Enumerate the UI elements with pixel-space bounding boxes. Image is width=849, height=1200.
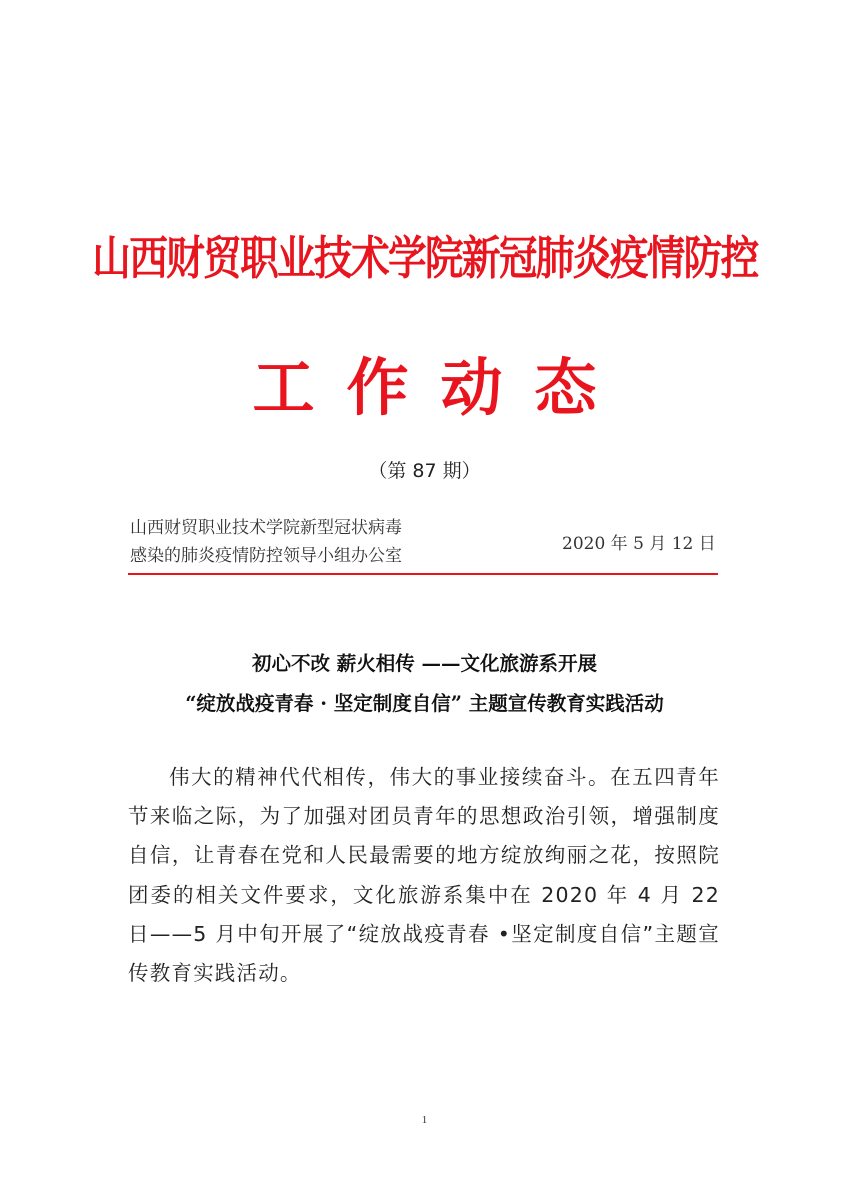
masthead-title: 山西财贸职业技术学院新冠肺炎疫情防控 — [92, 231, 758, 285]
article-title-line-2: “绽放战疫青春 · 坚定制度自信” 主题宣传教育实践活动 — [185, 692, 664, 715]
masthead-subtitle: 工作动态 — [252, 351, 629, 424]
article-title-line-1: 初心不改 薪火相传 ——文化旅游系开展 — [251, 652, 598, 675]
page-number: 1 — [421, 1114, 428, 1126]
article-paragraph: 伟大的精神代代相传，伟大的事业接续奋斗。在五四青年节来临之际，为了加强对团员青年的思想政治引领，增强制度自信，让青春在党和人民最需要的地方绽放绚丽之花，按照院团委的相关文件要求，文化旅游系集中在 2020 年 4 月 22 日——5 月中旬开展了“绽放战疫青春 •坚定制度自信”主题宣传教育实践活动。 — [128, 765, 720, 986]
issuer-line-1: 山西财贸职业技术学院新型冠状病毒 — [130, 518, 402, 538]
issuer-block — [130, 514, 490, 570]
article-title — [0, 644, 849, 724]
issue-number: （第 87 期） — [368, 460, 481, 482]
issue-date: 2020 年 5 月 12 日 — [562, 534, 716, 554]
red-divider-rule — [128, 573, 718, 575]
issuer-line-2: 感染的肺炎疫情防控领导小组办公室 — [130, 546, 402, 566]
